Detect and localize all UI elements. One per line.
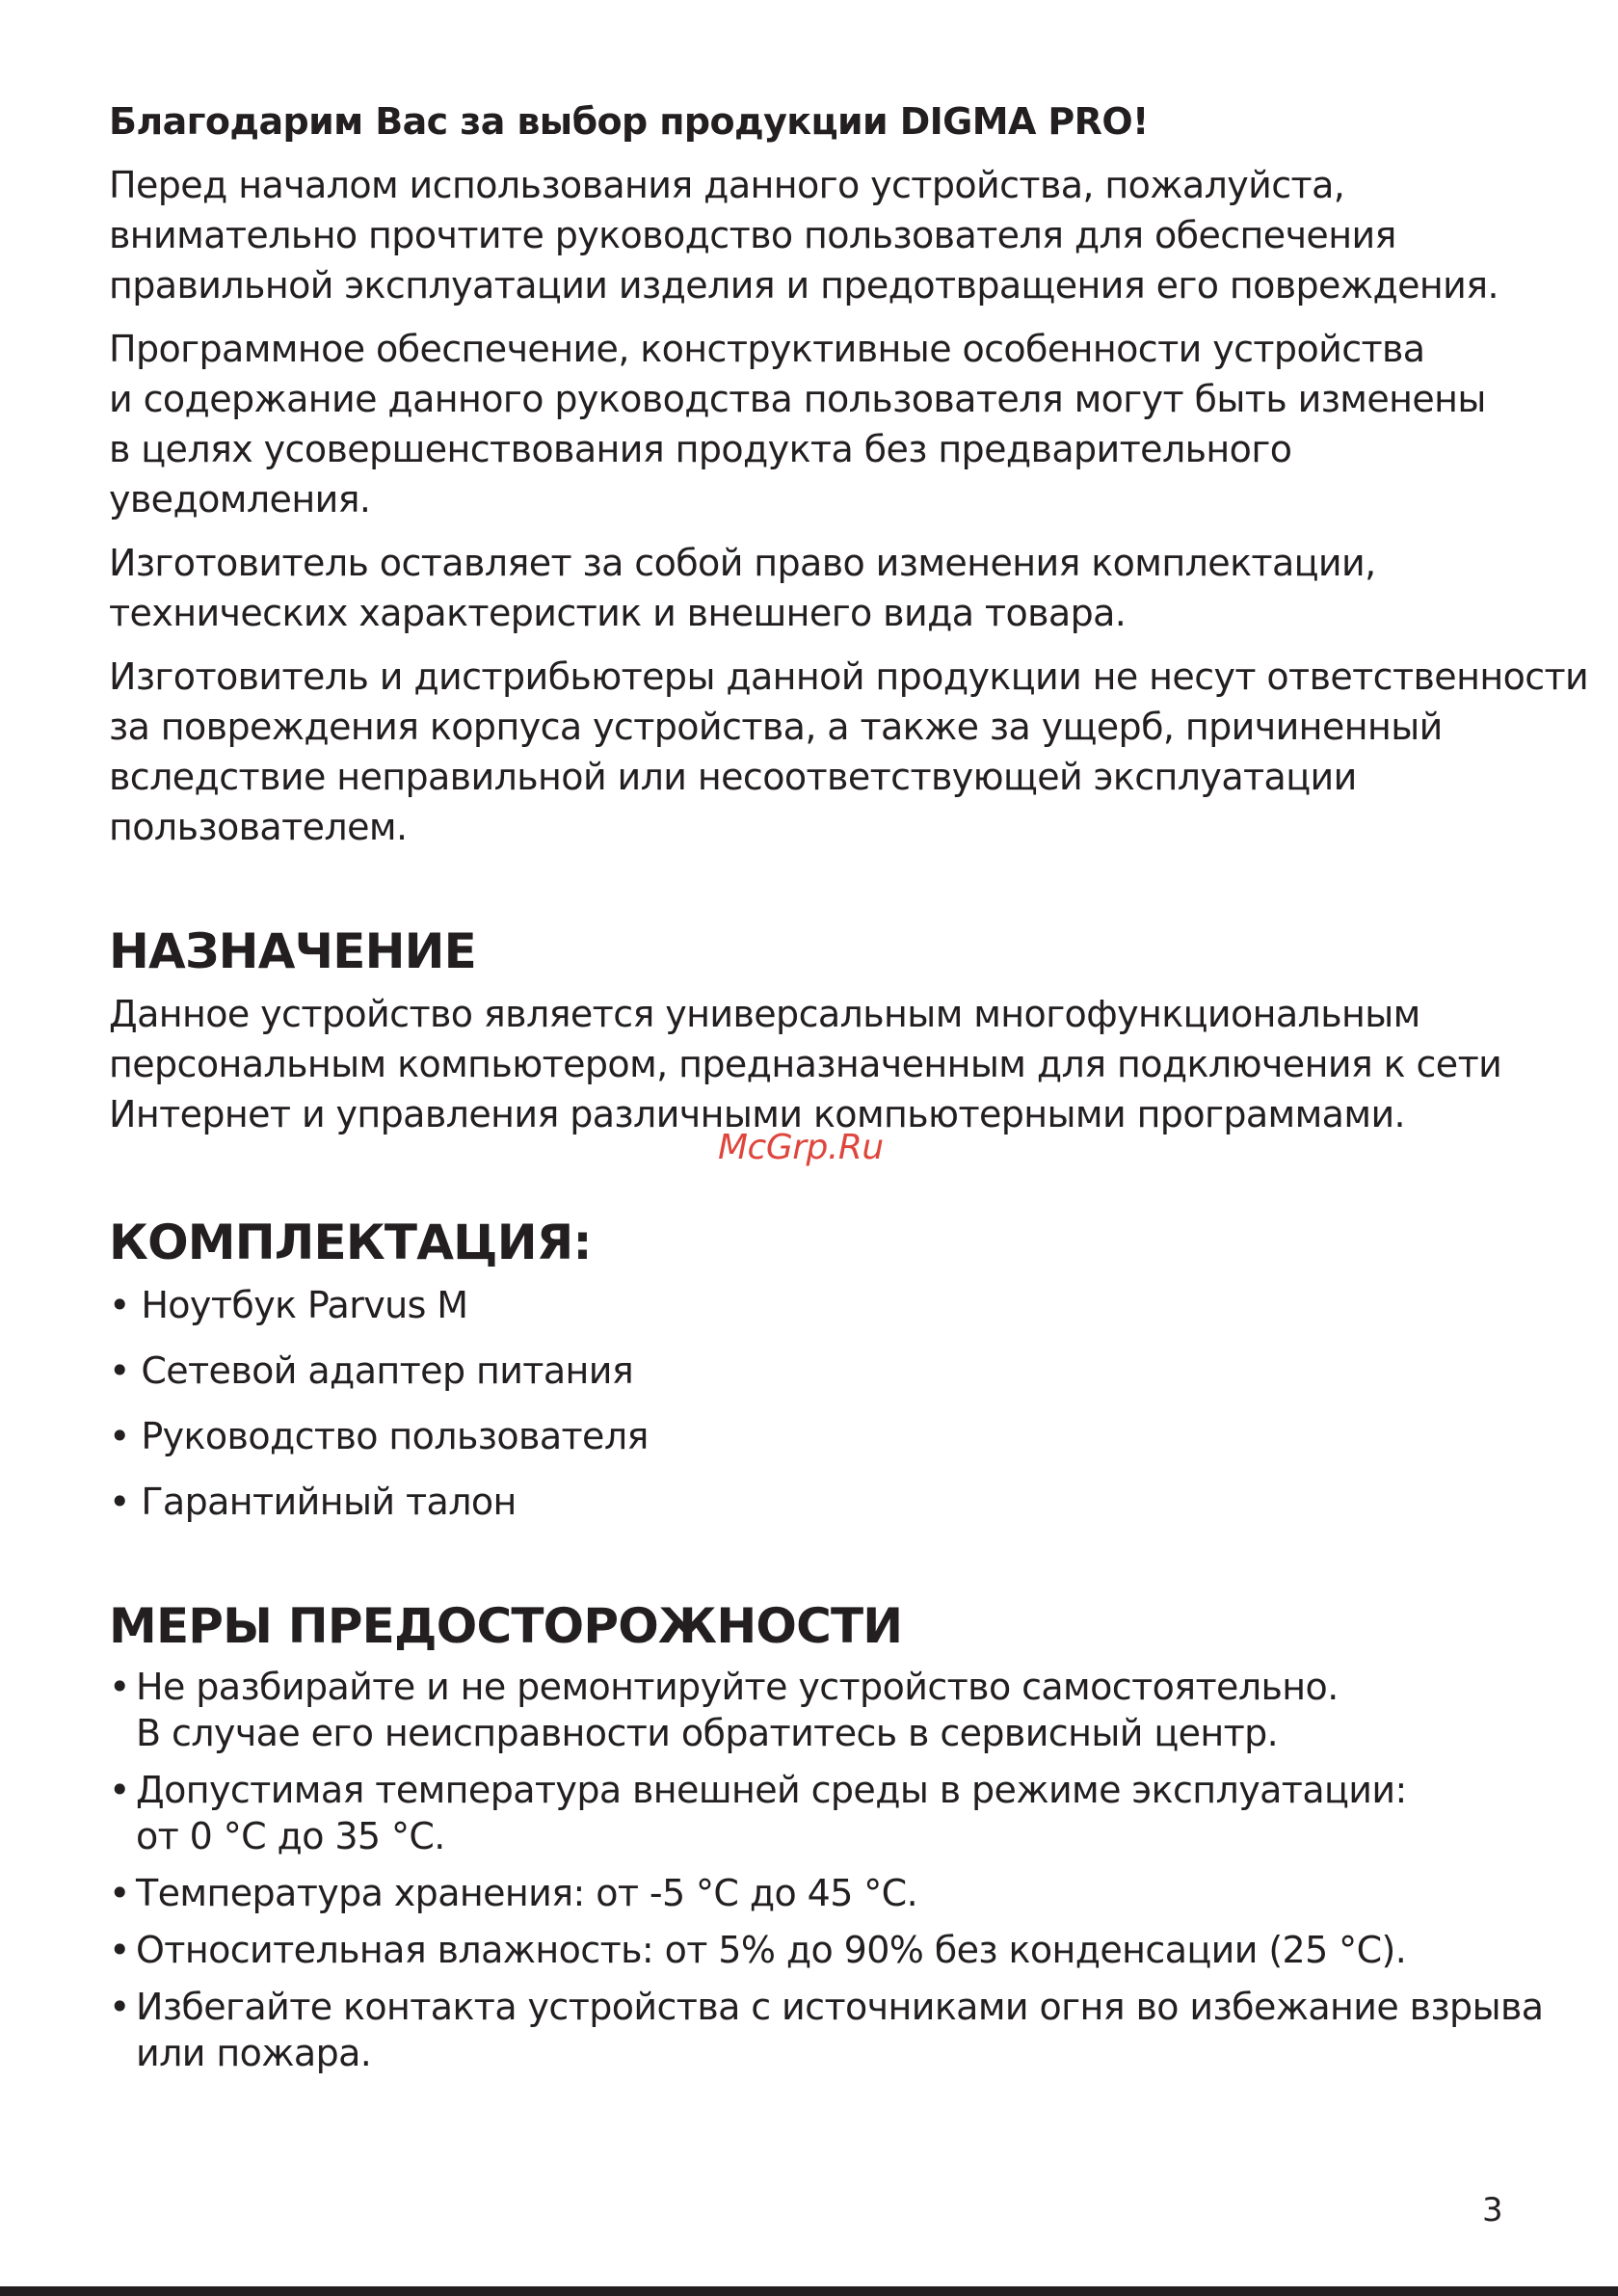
text-line: правильной эксплуатации изделия и предотвращения его повреждения. (109, 264, 1499, 307)
list-item (109, 1984, 1544, 2076)
text-line: пользователем. (109, 806, 408, 848)
purpose-heading: НАЗНАЧЕНИЕ (109, 923, 477, 979)
bullet-icon: • (109, 1769, 130, 1811)
text-line: Относительная влажность: от 5% до 90% без конденсации (25 °C). (136, 1929, 1407, 1971)
text-line: персональным компьютером, предназначенным для подключения к сети (109, 1043, 1502, 1085)
text-line: В случае его неисправности обратитесь в сервисный центр. (136, 1712, 1279, 1754)
bullet-icon: • (109, 1349, 130, 1392)
list-item (109, 1870, 1516, 1916)
text-line: Избегайте контакта устройства с источниками огня во избежание взрыва (136, 1986, 1544, 2028)
watermark: McGrp.Ru (718, 1128, 884, 1167)
list-item (109, 1280, 1516, 1330)
kit-heading: КОМПЛЕКТАЦИЯ: (109, 1215, 592, 1270)
text-line: вследствие неправильной или несоответствующей эксплуатации (109, 756, 1357, 798)
bullet-icon: • (109, 1986, 130, 2028)
intro-paragraph (109, 538, 1516, 638)
text-line: Данное устройство является универсальным многофункциональным (109, 993, 1420, 1035)
text-line: Изготовитель и дистрибьютеры данной продукции не несут ответственности (109, 655, 1589, 698)
list-item (109, 1767, 1516, 1859)
kit-list (109, 1280, 1516, 1527)
intro-paragraph (109, 652, 1589, 852)
page-number: 3 (1482, 2191, 1503, 2229)
text-line: Не разбирайте и не ремонтируйте устройство самостоятельно. (136, 1666, 1339, 1708)
bullet-icon: • (109, 1415, 130, 1457)
text-line: Изготовитель оставляет за собой право изменения комплектации, (109, 542, 1376, 584)
text-line: Программное обеспечение, конструктивные особенности устройства (109, 328, 1425, 370)
safety-list (109, 1664, 1544, 2076)
bullet-icon: • (109, 1284, 130, 1326)
text-line: Перед началом использования данного устройства, пожалуйста, (109, 164, 1345, 206)
text-line: внимательно прочтите руководство пользователя для обеспечения (109, 214, 1396, 256)
bullet-icon: • (109, 1481, 130, 1523)
text-line: технических характеристик и внешнего вида товара. (109, 592, 1127, 634)
list-item (109, 1927, 1516, 1973)
bullet-icon: • (109, 1872, 130, 1914)
list-item-text: Руководство пользователя (141, 1415, 649, 1457)
list-item-text (136, 1664, 1339, 1756)
text-line: Допустимая температура внешней среды в режиме эксплуатации: (136, 1769, 1407, 1811)
safety-heading: МЕРЫ ПРЕДОСТОРОЖНОСТИ (109, 1598, 903, 1654)
list-item-text (136, 1767, 1407, 1859)
list-item-text: Ноутбук Parvus M (141, 1284, 468, 1326)
text-line: и содержание данного руководства пользователя могут быть изменены (109, 378, 1486, 420)
list-item (109, 1411, 1516, 1461)
bottom-divider (0, 2286, 1618, 2296)
list-item (109, 1477, 1516, 1527)
text-line: от 0 °C до 35 °C. (136, 1815, 445, 1857)
list-item-text (136, 1870, 917, 1916)
text-line: за повреждения корпуса устройства, а также за ущерб, причиненный (109, 706, 1443, 748)
text-line: или пожара. (136, 2032, 372, 2074)
list-item (109, 1664, 1516, 1756)
text-line: Интернет и управления различными компьютерными программами. (109, 1093, 1406, 1135)
purpose-paragraph (109, 989, 1516, 1139)
bullet-icon: • (109, 1666, 130, 1708)
text-line: в целях усовершенствования продукта без предварительного (109, 428, 1292, 470)
list-item-text: Сетевой адаптер питания (141, 1349, 634, 1392)
bullet-icon: • (109, 1929, 130, 1971)
intro-paragraph (109, 160, 1516, 310)
list-item (109, 1346, 1516, 1396)
intro-paragraph (109, 324, 1516, 524)
list-item-text: Гарантийный талон (141, 1481, 517, 1523)
text-line: уведомления. (109, 478, 371, 521)
text-line: Температура хранения: от -5 °C до 45 °C. (136, 1872, 918, 1914)
list-item-text (136, 1927, 1406, 1973)
list-item-text (136, 1984, 1543, 2076)
manual-page (109, 96, 1589, 2087)
thanks-line: Благодарим Вас за выбор продукции DIGMA PRO! (109, 100, 1149, 143)
